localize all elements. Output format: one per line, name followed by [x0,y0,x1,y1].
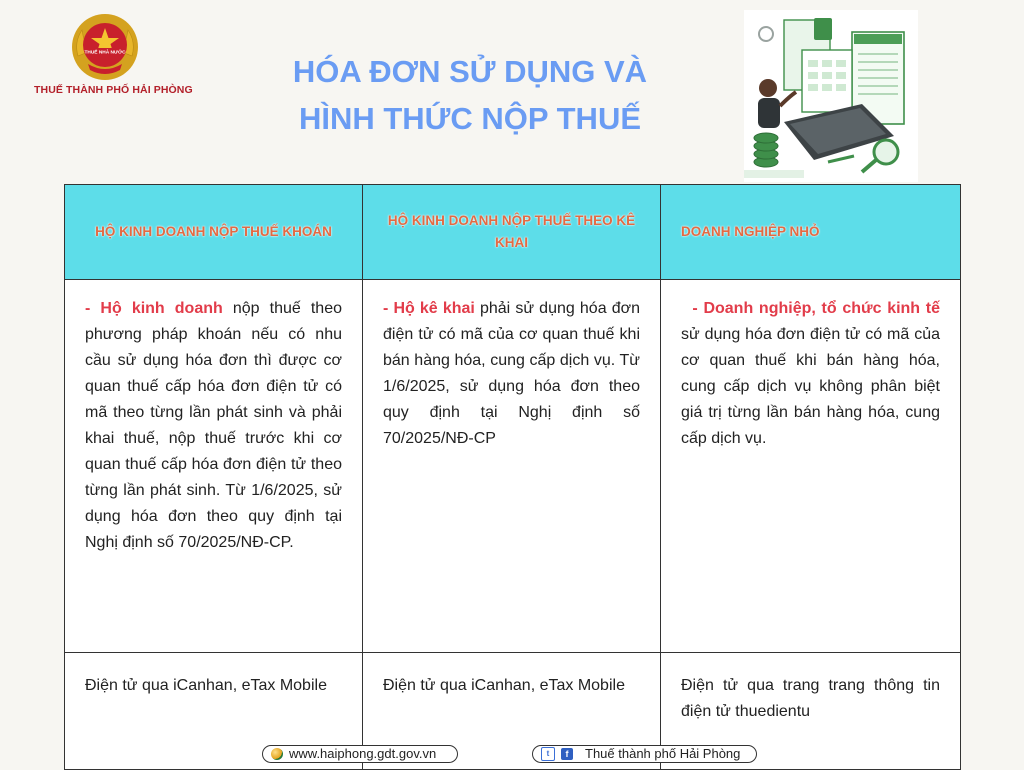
globe-icon [271,748,283,760]
header-declaring-household: HỘ KINH DOANH NỘP THUẾ THEO KÊ KHAI [363,185,661,280]
twitter-icon: t [541,747,555,761]
header-small-enterprise: DOANH NGHIỆP NHỎ [661,185,961,280]
social-text: Thuế thành phố Hải Phòng [585,746,741,761]
cell-text: phải sử dụng hóa đơn điện tử có mã của cơ quan thuế khi bán hàng hóa, cung cấp dịch vụ. Từ 1/6/2025, sử dụng hóa đơn theo quy định tại Nghị định số 70/2025/NĐ-CP [383,300,640,447]
page-title [250,48,690,142]
tax-comparison-table [64,184,961,770]
title-line-1: HÓA ĐƠN SỬ DỤNG VÀ [292,54,648,89]
cell-text: nộp thuế theo phương pháp khoán nếu có nhu cầu sử dụng hóa đơn thì được cơ quan thuế cấp hóa đơn điện tử có mã theo từng lần phát sinh và phải khai thuế, nộp thuế trước khi cơ quan thuế cấp hóa đơn điện tử theo từng lần phát sinh. Từ 1/6/2025, sử dụng hóa đơn theo quy định tại Nghị định số 70/2025/NĐ-CP. [85,300,343,551]
website-text: www.haiphong.gdt.gov.vn [289,746,437,761]
website-link[interactable] [262,745,458,763]
payment-cell-lump-sum: Điện tử qua iCanhan, eTax Mobile [65,653,363,770]
cell-highlight: - Hộ kinh doanh [85,300,223,317]
payment-cell-enterprise: Điện tử qua trang trang thông tin điện tử thuedientu [661,653,961,770]
payment-cell-declaring: Điện tử qua iCanhan, eTax Mobile [363,653,661,770]
svg-text:THUẾ NHÀ NƯỚC: THUẾ NHÀ NƯỚC [84,50,126,56]
social-link[interactable] [532,745,757,763]
cell-highlight: - Hộ kê khai [383,300,475,317]
cell-text: sử dụng hóa đơn điện tử có mã của cơ quan thuế khi bán hàng hóa, cung cấp dịch vụ không phân biệt giá trị từng lần bán hàng hóa, cung cấp dịch vụ. [681,326,940,447]
tax-illustration [744,10,918,182]
table-header-row [65,185,961,280]
table-row-payment [65,653,961,770]
invoice-cell-declaring [363,280,661,653]
facebook-icon: f [561,748,573,760]
cell-highlight: - Doanh nghiệp, tổ chức kinh tế [681,300,941,317]
invoice-cell-enterprise [661,280,961,653]
header-lump-sum-household: HỘ KINH DOANH NỘP THUẾ KHOÁN [65,185,363,280]
title-line-2: HÌNH THỨC NỘP THUẾ [298,101,642,136]
tax-emblem-icon [70,12,140,82]
invoice-cell-lump-sum [65,280,363,653]
tax-logo [34,12,193,102]
table-row-invoice [65,280,961,653]
logo-text: THUẾ THÀNH PHỐ HẢI PHÒNG [34,84,193,96]
